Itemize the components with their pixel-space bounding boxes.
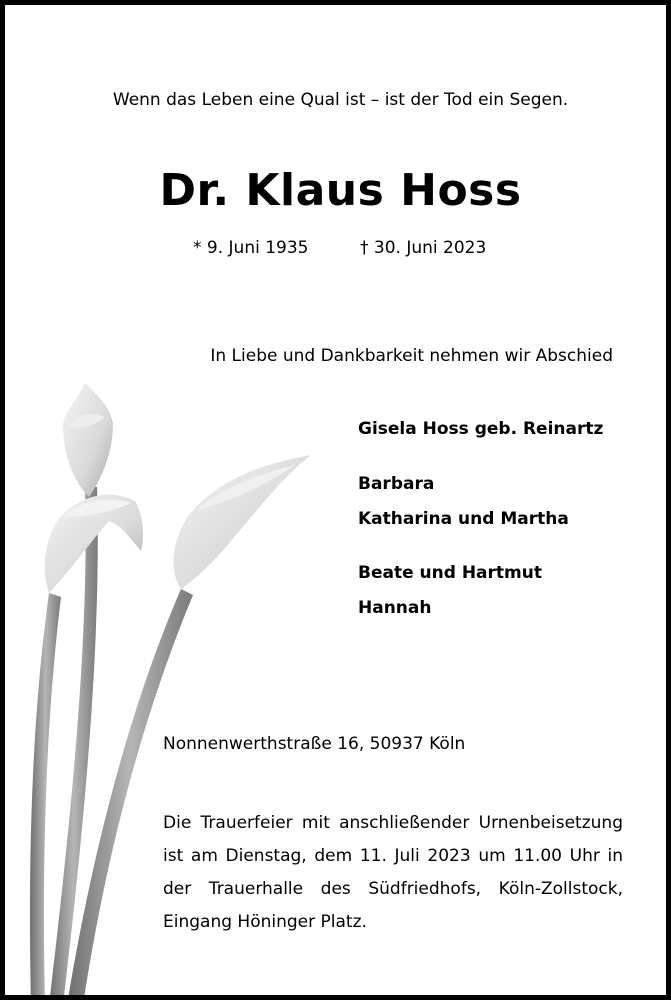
death-date: † 30. Juni 2023 [360,238,487,258]
motto: Wenn das Leben eine Qual ist – ist der Tod ein Segen. [112,90,569,110]
mourner-name: Hannah [358,598,432,618]
mourner-name: Beate und Hartmut [358,563,542,583]
ceremony-info: Die Trauerfeier mit anschließender Urnenbeisetzung ist am Dienstag, dem 11. Juli 2023 um 11.00 Uhr in der Trauerhalle des Südfriedhofs, Köln-Zollstock, Eingang Höninger Platz. [163,813,623,932]
farewell-line: In Liebe und Dankbarkeit nehmen wir Abschied [210,346,613,366]
birth-date: * 9. Juni 1935 [193,238,309,258]
mourner-name: Gisela Hoss geb. Reinartz [358,419,604,439]
deceased-name: Dr. Klaus Hoss [159,165,522,216]
mourner-name: Barbara [358,474,435,494]
mourner-name: Katharina und Martha [358,509,569,529]
address: Nonnenwerthstraße 16, 50937 Köln [163,734,466,754]
